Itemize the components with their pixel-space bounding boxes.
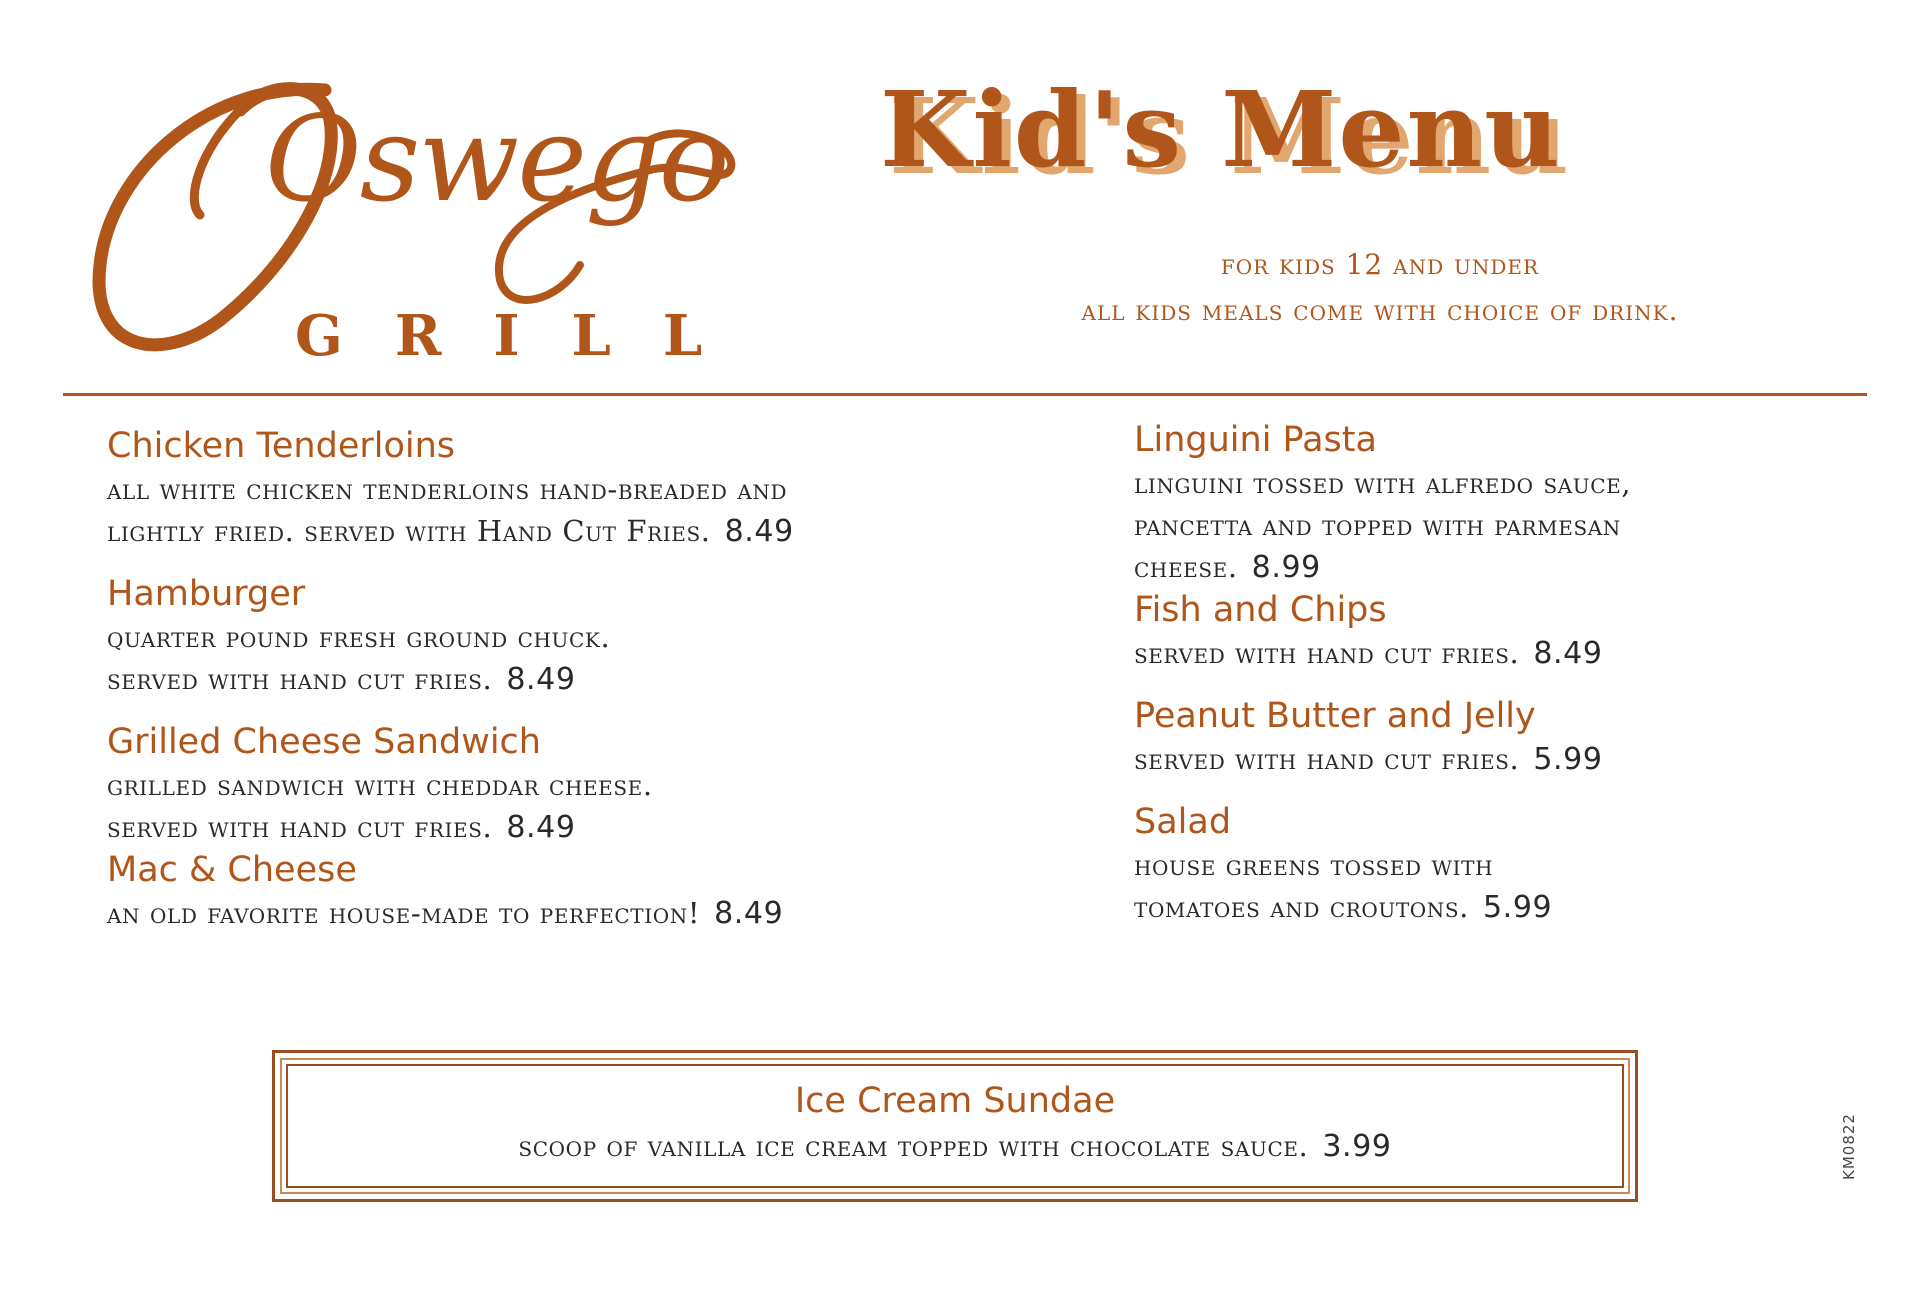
header-divider (63, 393, 1867, 396)
item-description-line2: lightly fried. served with Hand Cut Fries. 8.49 (107, 514, 794, 549)
subtitle-drink: all kids meals come with choice of drink. (1081, 294, 1679, 327)
item-description-line2: tomatoes and croutons. 5.99 (1134, 890, 1553, 925)
logo-script-text: Oswego (265, 90, 728, 228)
item-description: an old favorite house-made to perfection! 8.49 (107, 896, 784, 931)
item-name: Mac & Cheese (107, 850, 357, 890)
menu-item-mac-cheese (107, 848, 783, 935)
menu-item-peanut-butter-jelly (1134, 694, 1603, 781)
item-description-line2: served with hand cut fries. 8.49 (107, 662, 576, 697)
item-description-line2: served with hand cut fries. 8.49 (107, 810, 576, 845)
item-price: 8.49 (724, 514, 794, 549)
dessert-description: scoop of vanilla ice cream topped with chocolate sauce. 3.99 (518, 1129, 1392, 1164)
item-name: Linguini Pasta (1134, 420, 1377, 460)
item-price: 8.99 (1251, 550, 1321, 585)
dessert-box (272, 1050, 1638, 1202)
item-description: grilled sandwich with cheddar cheese. (107, 768, 653, 802)
menu-code: KM0822 (1840, 1113, 1858, 1180)
item-description-line3: cheese. 8.99 (1134, 550, 1321, 585)
item-name: Chicken Tenderloins (107, 426, 456, 466)
oswego-grill-logo (90, 50, 810, 370)
item-price: 8.49 (506, 662, 576, 697)
item-description-line2: pancetta and topped with parmesan (1134, 508, 1621, 542)
item-price: 5.99 (1533, 742, 1603, 777)
item-description: all white chicken tenderloins hand-breaded and (107, 472, 788, 506)
item-price: 8.49 (506, 810, 576, 845)
dessert-price: 3.99 (1322, 1129, 1392, 1164)
menu-item-hamburger (107, 572, 610, 701)
item-name: Grilled Cheese Sandwich (107, 722, 541, 762)
logo-grill-text: GRILL (295, 303, 755, 369)
item-description: served with hand cut fries. 5.99 (1134, 742, 1603, 777)
item-description: quarter pound fresh ground chuck. (107, 620, 611, 654)
item-name: Salad (1134, 802, 1232, 842)
item-price: 8.49 (1533, 636, 1603, 671)
menu-item-fish-and-chips (1134, 588, 1603, 675)
dessert-name: Ice Cream Sundae (794, 1081, 1116, 1121)
item-price: 5.99 (1483, 890, 1553, 925)
item-description: house greens tossed with (1134, 848, 1494, 882)
menu-item-chicken-tenderloins (107, 424, 794, 553)
item-description: served with hand cut fries. 8.49 (1134, 636, 1603, 671)
item-name: Peanut Butter and Jelly (1134, 696, 1536, 736)
menu-item-grilled-cheese (107, 720, 653, 849)
page-title: Kid's Menu (880, 68, 1562, 191)
subtitle-age: for kids 12 and under (1220, 248, 1540, 281)
menu-item-linguini-pasta (1134, 418, 1631, 589)
menu-item-salad (1134, 800, 1552, 929)
item-price: 8.49 (714, 896, 784, 931)
item-description: linguini tossed with alfredo sauce, (1134, 466, 1632, 500)
item-name: Hamburger (107, 574, 306, 614)
item-name: Fish and Chips (1134, 590, 1387, 630)
